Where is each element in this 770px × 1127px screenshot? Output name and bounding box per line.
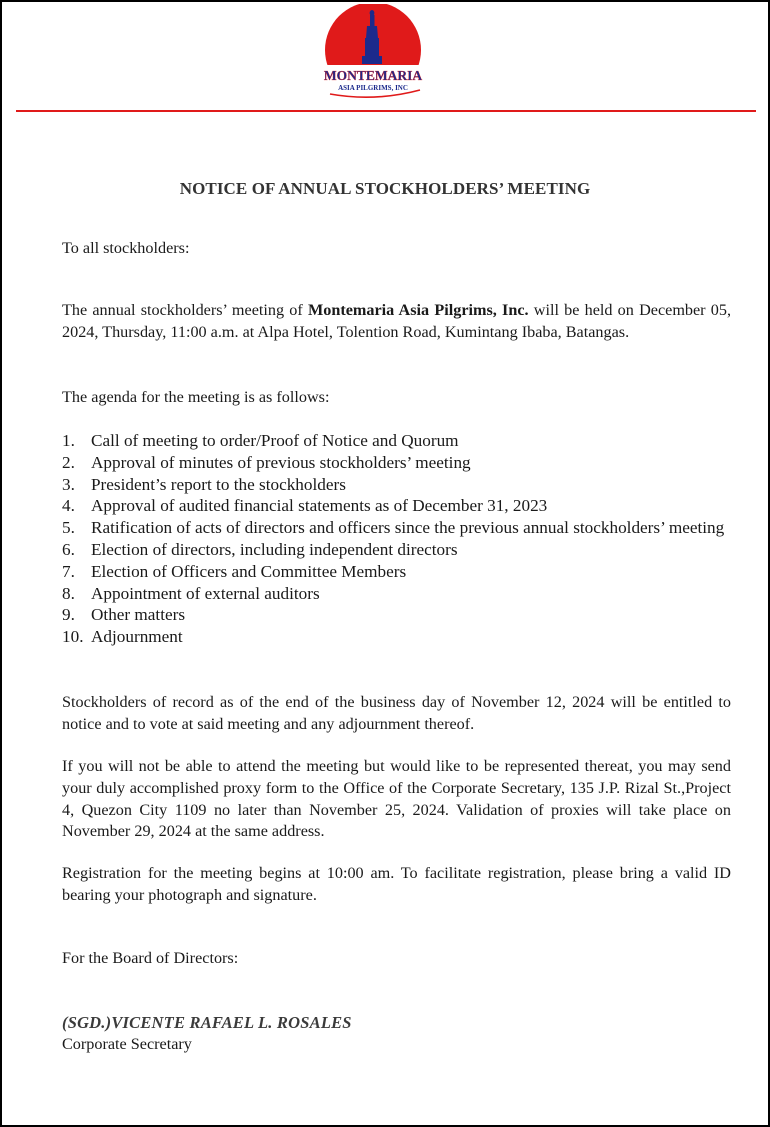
agenda-item <box>62 583 742 605</box>
agenda-text: Adjournment <box>91 627 183 647</box>
record-date-paragraph: Stockholders of record as of the end of the business day of November 12, 2024 will be entitled to notice and to vote at said meeting and any adjournment thereof. <box>62 693 731 733</box>
agenda-number: 6. <box>62 539 75 559</box>
company-name: Montemaria Asia Pilgrims, Inc. <box>307 301 529 319</box>
agenda-number: 1. <box>62 431 75 450</box>
agenda-text: Ratification of acts of directors and officers since the previous annual stockholders’ meeting <box>91 518 725 538</box>
header-divider <box>16 110 756 112</box>
agenda-item <box>62 495 742 517</box>
agenda-item <box>62 604 742 626</box>
agenda-list <box>62 430 742 648</box>
agenda-item <box>62 517 742 539</box>
agenda-item <box>62 452 742 474</box>
registration-paragraph: Registration for the meeting begins at 10:00 am. To facilitate registration, please bring a valid ID bearing your photograph and signature. <box>62 864 731 904</box>
agenda-number: 3. <box>62 474 75 494</box>
logo-subtitle: ASIA PILGRIMS, INC <box>338 84 408 92</box>
agenda-item <box>62 430 742 452</box>
meeting-details-rest: will be held on December 05, 2024, Thursday, 11:00 a.m. at Alpa Hotel, Tolention Road, Kumintang Ibaba, Batangas. <box>62 301 732 341</box>
agenda-number: 4. <box>62 496 75 516</box>
agenda-item <box>62 474 742 496</box>
agenda-text: Appointment of external auditors <box>91 583 320 603</box>
agenda-item <box>62 626 742 648</box>
company-logo <box>320 4 430 104</box>
agenda-text: Call of meeting to order/Proof of Notice and Quorum <box>91 431 459 450</box>
agenda-item <box>62 561 742 583</box>
salutation: To all stockholders: <box>62 239 190 257</box>
agenda-item <box>62 539 742 561</box>
agenda-text: Approval of audited financial statements as of December 31, 2023 <box>91 496 548 516</box>
meeting-details-lead: The annual stockholders’ meeting of <box>62 301 308 319</box>
signatory-name: (SGD.)VICENTE RAFAEL L. ROSALES <box>62 1013 352 1032</box>
logo-name: MONTEMARIA <box>323 68 423 83</box>
notice-title: NOTICE OF ANNUAL STOCKHOLDERS’ MEETING <box>179 179 591 198</box>
signatory-title: Corporate Secretary <box>62 1035 192 1053</box>
proxy-paragraph: If you will not be able to attend the meeting but would like to be represented thereat, you may send your duly accomplished proxy form to the Office of the Corporate Secretary, 135 J.P. Rizal St.,Project 4, Quezon City 1109 no later than November 25, 2024. Validation of proxies will take place on November 29, 2024 at the same address. <box>62 757 731 841</box>
board-closing: For the Board of Directors: <box>62 949 239 967</box>
agenda-number: 9. <box>62 605 75 625</box>
agenda-number: 2. <box>62 452 75 472</box>
agenda-text: Election of Officers and Committee Members <box>91 561 407 581</box>
agenda-text: Approval of minutes of previous stockholders’ meeting <box>91 452 471 472</box>
agenda-text: Other matters <box>91 605 186 625</box>
agenda-text: President’s report to the stockholders <box>91 474 346 494</box>
agenda-number: 8. <box>62 583 75 603</box>
agenda-text: Election of directors, including independent directors <box>91 539 458 559</box>
agenda-number: 5. <box>62 518 75 538</box>
agenda-number: 7. <box>62 561 75 581</box>
meeting-details-paragraph <box>62 300 731 344</box>
agenda-intro: The agenda for the meeting is as follows: <box>62 388 330 406</box>
agenda-number: 10. <box>62 627 84 647</box>
